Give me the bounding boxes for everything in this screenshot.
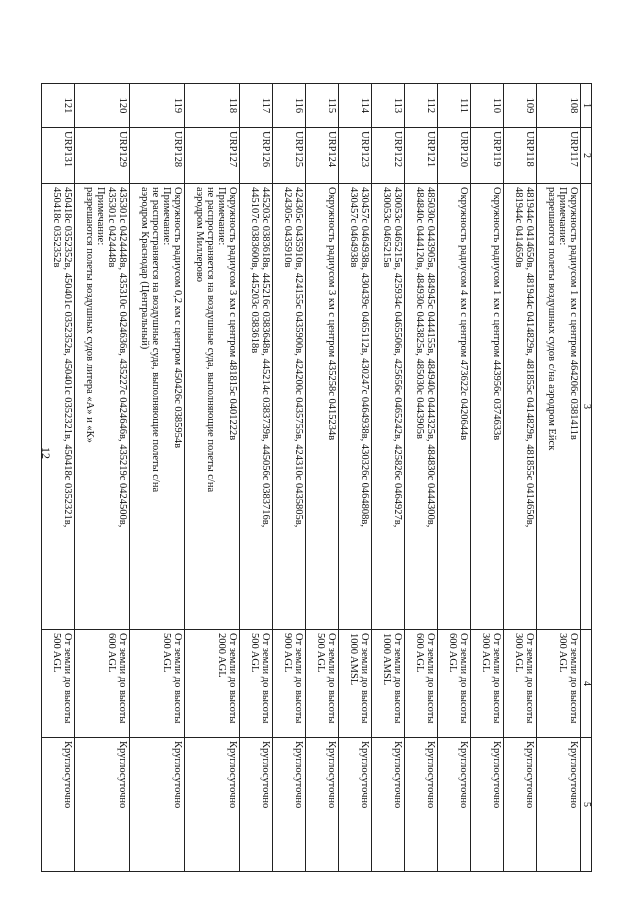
zone-code: URP117 xyxy=(568,131,579,167)
altitude-line: От земли до высоты xyxy=(117,633,128,724)
table-row xyxy=(240,84,273,872)
zone-code-cell xyxy=(185,128,240,184)
description-line: Окружность радиусом 3 км с центром 481815с 0401222в xyxy=(227,187,238,441)
zone-code: URP119 xyxy=(491,131,502,167)
table-body xyxy=(39,84,581,872)
description-line: 430053с 0465215в, 425934с 0465506в, 425656с 0465242в, 425826с 0464927в, xyxy=(392,187,403,528)
zone-description-cell xyxy=(372,184,405,630)
operating-time-cell xyxy=(185,738,240,872)
table-row xyxy=(372,84,405,872)
operating-time-cell xyxy=(130,738,185,872)
zone-description-cell xyxy=(130,184,185,630)
description-line: 424305с 0435910в, 424155с 0435900в, 424200с 0435755в, 424310с 0435805в, xyxy=(293,187,304,528)
description-line: 445107с 0383600в, 445203с 0383618в xyxy=(249,187,260,354)
altitude-cell xyxy=(438,630,471,738)
zone-code-cell xyxy=(339,128,372,184)
zone-code: URP131 xyxy=(62,131,73,168)
table-row xyxy=(273,84,306,872)
operating-time: Круглосуточно xyxy=(425,741,436,809)
row-number-cell xyxy=(130,84,185,128)
altitude-line: 900 AGL xyxy=(282,633,293,673)
rotated-table-wrapper xyxy=(51,83,592,871)
altitude-cell xyxy=(273,630,306,738)
row-number: 113 xyxy=(392,97,403,114)
operating-time: Круглосуточно xyxy=(260,741,271,809)
zone-code: URP129 xyxy=(117,131,128,168)
zone-code: URP118 xyxy=(524,131,535,167)
altitude-cell xyxy=(240,630,273,738)
row-number-cell xyxy=(537,84,581,128)
zone-code: URP126 xyxy=(260,131,271,168)
zone-description-cell xyxy=(273,184,306,630)
table-row xyxy=(504,84,537,872)
row-number-cell xyxy=(504,84,537,128)
altitude-line: От земли до высоты xyxy=(227,633,238,724)
header-col-1: 1 xyxy=(581,84,592,128)
row-number-cell xyxy=(405,84,438,128)
description-line: аэродром Миллерово xyxy=(194,187,205,283)
description-line: 435301с 0424448в, 435310с 0424636в, 435227с 0424646в, 435219с 0424500в, xyxy=(117,187,128,528)
zone-description-cell xyxy=(240,184,273,630)
operating-time: Круглосуточно xyxy=(227,741,238,809)
row-number: 112 xyxy=(425,97,436,114)
operating-time-cell xyxy=(372,738,405,872)
description-line: 450418с 0352352в, 450401с 0352352в, 450401с 0352321в, 450418с 0352321в, xyxy=(62,187,73,528)
zone-description-cell xyxy=(75,184,130,630)
row-number: 110 xyxy=(491,97,502,114)
altitude-line: 300 AGL xyxy=(557,633,568,673)
description-line: 430457с 0464938в xyxy=(348,187,359,268)
row-number-cell xyxy=(75,84,130,128)
row-number: 111 xyxy=(458,98,469,113)
row-number: 120 xyxy=(117,97,128,114)
operating-time-cell xyxy=(504,738,537,872)
description-line: 485030с 0443905в, 484945с 0444155в, 484940с 0444325в, 484830с 0444300в, xyxy=(425,187,436,528)
operating-time-cell xyxy=(339,738,372,872)
description-line: 481944с 0414650в xyxy=(513,187,524,268)
zone-code: URP127 xyxy=(227,131,238,168)
restricted-areas-table xyxy=(41,83,592,872)
altitude-line: От земли до высоты xyxy=(172,633,183,724)
zone-code: URP120 xyxy=(458,131,469,168)
row-number-cell xyxy=(339,84,372,128)
zone-code: URP121 xyxy=(425,131,436,168)
description-line: Окружность радиусом 4 км с центром 473622с 0420644в xyxy=(458,187,469,441)
row-number-cell xyxy=(273,84,306,128)
description-line: 484840с 0444120в, 484930с 0443825в, 485030с 0443905в xyxy=(414,187,425,439)
table-row xyxy=(185,84,240,872)
zone-code: URP125 xyxy=(293,131,304,168)
operating-time: Круглосуточно xyxy=(326,741,337,809)
operating-time: Круглосуточно xyxy=(293,741,304,809)
row-number: 109 xyxy=(524,97,535,114)
operating-time: Круглосуточно xyxy=(117,741,128,809)
zone-description-cell xyxy=(306,184,339,630)
altitude-line: 300 AGL xyxy=(480,633,491,673)
table-row xyxy=(471,84,504,872)
row-number-cell xyxy=(438,84,471,128)
operating-time: Круглосуточно xyxy=(172,741,183,809)
altitude-cell xyxy=(339,630,372,738)
row-number: 121 xyxy=(62,97,73,114)
altitude-line: От земли до высоты xyxy=(260,633,271,724)
zone-description-cell xyxy=(405,184,438,630)
operating-time: Круглосуточно xyxy=(392,741,403,809)
altitude-cell xyxy=(42,630,75,738)
zone-code-cell xyxy=(42,128,75,184)
zone-code-cell xyxy=(273,128,306,184)
altitude-line: От земли до высоты xyxy=(359,633,370,724)
operating-time: Круглосуточно xyxy=(491,741,502,809)
altitude-cell xyxy=(405,630,438,738)
zone-code-cell xyxy=(471,128,504,184)
altitude-line: От земли до высоты xyxy=(425,633,436,724)
zone-description-cell xyxy=(339,184,372,630)
zone-code-cell xyxy=(306,128,339,184)
altitude-line: 500 AGL xyxy=(315,633,326,673)
header-row xyxy=(581,84,592,872)
header-col-5: 5 xyxy=(581,738,592,872)
description-line: 450418с 0352352в xyxy=(51,187,62,268)
zone-code-cell xyxy=(405,128,438,184)
table-row xyxy=(438,84,471,872)
altitude-line: От земли до высоты xyxy=(326,633,337,724)
zone-code-cell xyxy=(240,128,273,184)
row-number: 116 xyxy=(293,97,304,114)
operating-time: Круглосуточно xyxy=(524,741,535,809)
operating-time-cell xyxy=(42,738,75,872)
altitude-line: От земли до высоты xyxy=(392,633,403,724)
row-number: 118 xyxy=(227,97,238,114)
description-line: Примечание: xyxy=(557,187,568,246)
operating-time: Круглосуточно xyxy=(568,741,579,809)
description-line: 435301с 0424448в xyxy=(106,187,117,268)
description-line: Примечание: xyxy=(216,187,227,246)
zone-code: URP122 xyxy=(392,131,403,168)
table-row xyxy=(537,84,581,872)
description-line: разрешаются полеты воздушных судов литера «А» и «К» xyxy=(84,187,95,443)
page-number: 12 xyxy=(39,447,53,459)
row-number: 117 xyxy=(260,97,271,114)
row-number: 114 xyxy=(359,97,370,114)
operating-time: Круглосуточно xyxy=(62,741,73,809)
description-line: Окружность радиусом 1 км с центром 443956с 0374633в xyxy=(491,187,502,441)
description-line: 481944с 0414650в, 481944с 0414829в, 481855с 0414829в, 481855с 0414650в, xyxy=(524,187,535,528)
zone-code: URP128 xyxy=(172,131,183,168)
zone-code-cell xyxy=(537,128,581,184)
operating-time-cell xyxy=(306,738,339,872)
operating-time-cell xyxy=(75,738,130,872)
altitude-line: 500 AGL xyxy=(51,633,62,673)
table-row xyxy=(130,84,185,872)
altitude-line: 1000 AMSL xyxy=(348,633,359,686)
zone-code-cell xyxy=(504,128,537,184)
zone-code-cell xyxy=(130,128,185,184)
altitude-line: 300 AGL xyxy=(513,633,524,673)
zone-code: URP123 xyxy=(359,131,370,168)
altitude-line: От земли до высоты xyxy=(293,633,304,724)
zone-code-cell xyxy=(75,128,130,184)
altitude-line: 600 AGL xyxy=(447,633,458,673)
row-number-cell xyxy=(372,84,405,128)
description-line: 445203с 0383618в, 445216с 0383648в, 445214с 0383739в, 445056с 0383716в, xyxy=(260,187,271,528)
altitude-cell xyxy=(537,630,581,738)
operating-time-cell xyxy=(537,738,581,872)
zone-description-cell xyxy=(438,184,471,630)
description-line: не распространяется на воздушные суда, выполняющие полеты с/на xyxy=(205,187,216,493)
altitude-line: От земли до высоты xyxy=(568,633,579,724)
table-row xyxy=(75,84,130,872)
altitude-line: 500 AGL xyxy=(249,633,260,673)
altitude-line: 600 AGL xyxy=(106,633,117,673)
row-number-cell xyxy=(471,84,504,128)
altitude-cell xyxy=(75,630,130,738)
header-col-3: 3 xyxy=(581,184,592,630)
table-row xyxy=(405,84,438,872)
row-number-cell xyxy=(185,84,240,128)
zone-description-cell xyxy=(504,184,537,630)
altitude-cell xyxy=(504,630,537,738)
altitude-line: 500 AGL xyxy=(161,633,172,673)
zone-description-cell xyxy=(185,184,240,630)
description-line: Окружность радиусом 0,2 км с центром 450426с 0385954в xyxy=(172,187,183,449)
table-row xyxy=(339,84,372,872)
row-number-cell xyxy=(240,84,273,128)
altitude-line: От земли до высоты xyxy=(491,633,502,724)
description-line: Примечание: xyxy=(95,187,106,246)
operating-time-cell xyxy=(273,738,306,872)
description-line: разрешаются полеты воздушных судов с/на аэродром Ейск xyxy=(546,187,557,451)
description-line: Окружность радиусом 3 км с центром 435258с 0415234в xyxy=(326,187,337,441)
zone-code-cell xyxy=(372,128,405,184)
operating-time-cell xyxy=(438,738,471,872)
operating-time: Круглосуточно xyxy=(359,741,370,809)
description-line: не распространяется на воздушные суда, выполняющие полеты с/на xyxy=(150,187,161,493)
zone-description-cell xyxy=(39,184,75,630)
operating-time: Круглосуточно xyxy=(458,741,469,809)
zone-description-cell xyxy=(537,184,581,630)
operating-time-cell xyxy=(405,738,438,872)
altitude-cell xyxy=(471,630,504,738)
altitude-cell xyxy=(185,630,240,738)
description-line: аэродром Краснодар (Центральный) xyxy=(139,187,150,350)
altitude-cell xyxy=(130,630,185,738)
altitude-cell xyxy=(372,630,405,738)
zone-code: URP124 xyxy=(326,131,337,168)
description-line: 430457с 0464938в, 430439с 0465112в, 430247с 0464938в, 430326с 0464808в, xyxy=(359,187,370,527)
description-line: Окружность радиусом 1 км с центром 464206с 0381411в xyxy=(568,187,579,440)
description-line: 430053с 0465215в xyxy=(381,187,392,268)
altitude-cell xyxy=(306,630,339,738)
altitude-line: 1000 AMSL xyxy=(381,633,392,686)
altitude-line: 2000 AGL xyxy=(216,633,227,678)
row-number: 119 xyxy=(172,97,183,114)
header-col-4: 4 xyxy=(581,630,592,738)
altitude-line: От земли до высоты xyxy=(458,633,469,724)
table-row xyxy=(42,84,75,872)
altitude-line: От земли до высоты xyxy=(524,633,535,724)
description-line: 424305с 0435910в xyxy=(282,187,293,268)
table-row xyxy=(306,84,339,872)
header-col-2: 2 xyxy=(581,128,592,184)
operating-time-cell xyxy=(240,738,273,872)
altitude-line: От земли до высоты xyxy=(62,633,73,724)
altitude-line: 600 AGL xyxy=(414,633,425,673)
row-number-cell xyxy=(306,84,339,128)
row-number-cell xyxy=(42,84,75,128)
zone-code-cell xyxy=(438,128,471,184)
description-line: Примечание: xyxy=(161,187,172,246)
operating-time-cell xyxy=(471,738,504,872)
row-number: 115 xyxy=(326,97,337,114)
row-number: 108 xyxy=(568,97,579,114)
zone-description-cell xyxy=(471,184,504,630)
